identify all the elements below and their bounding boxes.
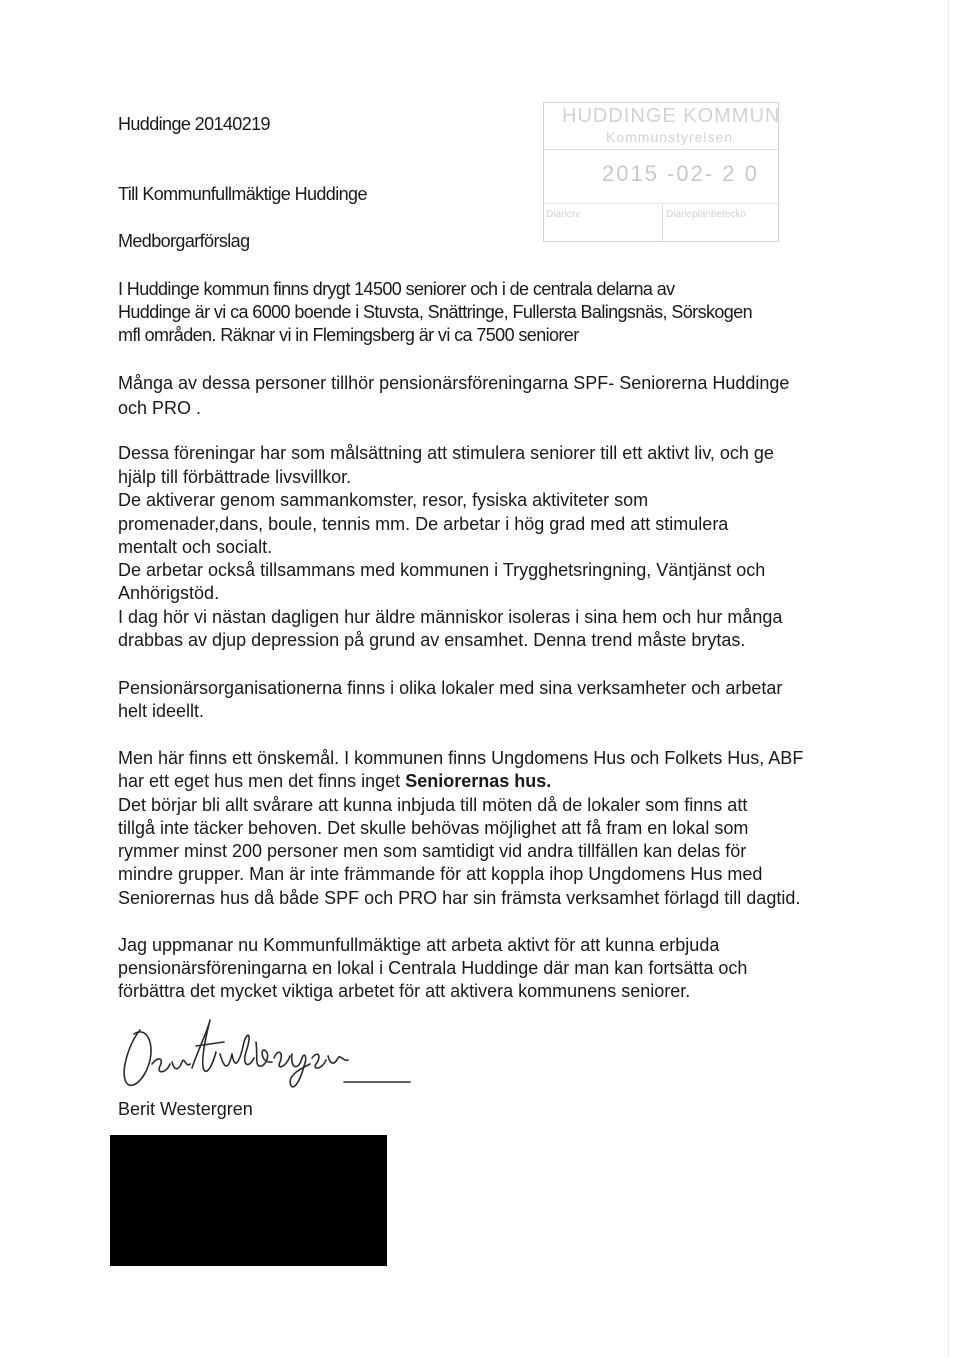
stamp-divider — [544, 203, 778, 204]
body-line: I dag hör vi nästan dagligen hur äldre människor isoleras i sina hem och hur många — [118, 607, 783, 627]
body-line: promenader,dans, boule, tennis mm. De arbetar i hög grad med att stimulera — [118, 514, 729, 534]
place-date: Huddinge 20140219 — [118, 114, 270, 134]
stamp-label-diarienr: Diarienr — [546, 209, 582, 220]
body-line: Pensionärsorganisationerna finns i olika lokaler med sina verksamheter och arbetar — [118, 678, 783, 698]
document-type: Medborgarförslag — [118, 231, 250, 251]
body-line: I Huddinge kommun finns drygt 14500 seniorer och i de centrala delarna av — [118, 279, 675, 299]
body-text: har ett eget hus men det finns inget — [118, 771, 406, 791]
redacted-area — [110, 1135, 387, 1266]
body-line: De aktiverar genom sammankomster, resor, fysiska aktiviteter som — [118, 490, 649, 510]
signer-name: Berit Westergren — [118, 1099, 253, 1119]
stamp-department: Kommunstyrelsen — [606, 129, 734, 145]
body-line: och PRO . — [118, 398, 202, 418]
body-line: Huddinge är vi ca 6000 boende i Stuvsta, Snättringe, Fullersta Balingsnäs, Sörskogen — [118, 302, 753, 322]
body-line: De arbetar också tillsammans med kommunen i Trygghetsringning, Väntjänst och — [118, 560, 766, 580]
received-stamp — [543, 102, 779, 242]
body-line: mfl områden. Räknar vi in Flemingsberg är vi ca 7500 seniorer — [118, 325, 579, 345]
body-line: Dessa föreningar har som målsättning att stimulera seniorer till ett aktivt liv, och ge — [118, 443, 774, 463]
recipient: Till Kommunfullmäktige Huddinge — [118, 184, 367, 204]
stamp-date: 2015 -02- 2 0 — [602, 161, 759, 186]
body-line: Anhörigstöd. — [118, 583, 220, 603]
scan-edge-line — [948, 0, 949, 1357]
stamp-divider — [662, 203, 663, 241]
body-line — [118, 770, 551, 793]
body-line: Det börjar bli allt svårare att kunna inbjuda till möten då de lokaler som finns att — [118, 795, 748, 815]
body-line: Seniorernas hus då både SPF och PRO har sin främsta verksamhet förlagd till dagtid. — [118, 888, 801, 908]
body-line: Men här finns ett önskemål. I kommunen finns Ungdomens Hus och Folkets Hus, ABF — [118, 748, 804, 768]
stamp-label-diarieplan: Diarieplanbeteckn — [666, 209, 747, 220]
body-line: hjälp till förbättrade livsvillkor. — [118, 467, 352, 487]
emphasis-seniorernas-hus: Seniorernas hus. — [405, 771, 552, 791]
body-line: rymmer minst 200 personer men som samtidigt vid andra tillfällen kan delas för — [118, 841, 747, 861]
body-line: mindre grupper. Man är inte främmande för att koppla ihop Ungdomens Hus med — [118, 864, 763, 884]
body-line: förbättra det mycket viktiga arbetet för att aktivera kommunens seniorer. — [118, 981, 691, 1001]
body-line: helt ideellt. — [118, 701, 205, 721]
body-line: mentalt och socialt. — [118, 537, 273, 557]
stamp-organization: HUDDINGE KOMMUN — [562, 105, 781, 127]
body-line: Många av dessa personer tillhör pensionärsföreningarna SPF- Seniorerna Huddinge — [118, 373, 790, 393]
body-line: pensionärsföreningarna en lokal i Centrala Huddinge där man kan fortsätta och — [118, 958, 748, 978]
body-line: tillgå inte täcker behoven. Det skulle behövas möjlighet att få fram en lokal som — [118, 818, 749, 838]
handwritten-signature — [112, 1012, 412, 1107]
body-line: Jag uppmanar nu Kommunfullmäktige att arbeta aktivt för att kunna erbjuda — [118, 935, 720, 955]
body-line: drabbas av djup depression på grund av ensamhet. Denna trend måste brytas. — [118, 630, 746, 650]
stamp-divider — [544, 149, 778, 150]
